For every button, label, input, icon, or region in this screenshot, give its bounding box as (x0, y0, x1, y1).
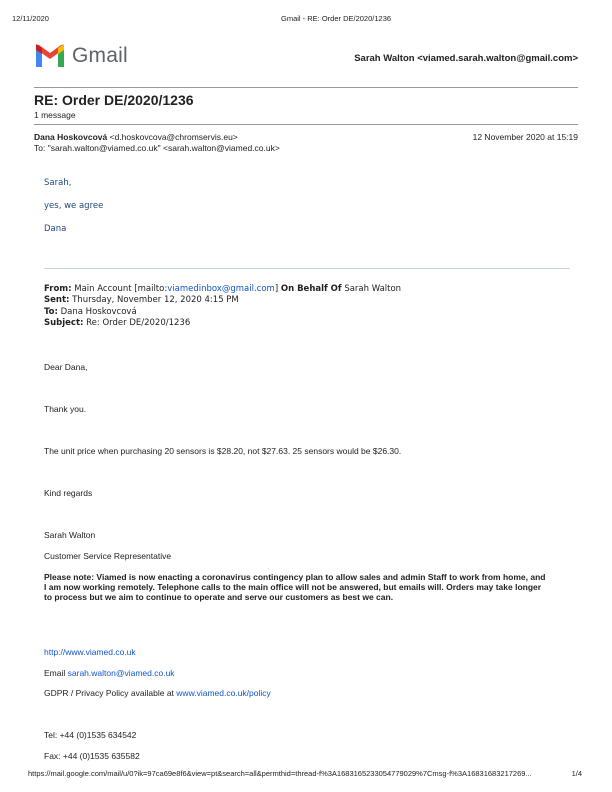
account-email: Sarah Walton <viamed.sarah.walton@gmail.com> (354, 53, 578, 64)
sender-name: Dana Hoskovcová (34, 132, 108, 142)
header-divider (34, 87, 578, 88)
print-title: Gmail - RE: Order DE/2020/1236 (281, 14, 392, 23)
sender-email: <d.hoskovcova@chromservis.eu> (109, 132, 238, 142)
signature-title: Customer Service Representative (44, 551, 172, 561)
greeting: Dear Dana, (44, 362, 88, 372)
to-label: To: (44, 307, 58, 317)
tel: Tel: +44 (0)1535 634542 (44, 730, 137, 740)
reply-line-1: Sarah, (44, 178, 72, 188)
quoted-from-link[interactable]: viamedinbox@gmail.com (167, 284, 275, 294)
to-value: Dana Hoskovcová (60, 307, 137, 317)
price-text: The unit price when purchasing 20 sensors is $28.20, not $27.63. 25 sensors would be $26.30. (44, 446, 402, 456)
quoted-sent (44, 295, 239, 305)
gmail-brand: Gmail (72, 44, 128, 67)
sent-label: Sent: (44, 295, 70, 305)
behalf-value: Sarah Walton (344, 284, 402, 294)
quoted-from-value: Main Account [mailto: (74, 284, 168, 294)
thread-subject: RE: Order DE/2020/1236 (34, 92, 194, 108)
reply-line-2: yes, we agree (44, 201, 104, 211)
signature-name: Sarah Walton (44, 530, 96, 540)
quoted-to (44, 307, 137, 317)
gdpr-text: GDPR / Privacy Policy available at (44, 688, 174, 698)
message-count: 1 message (34, 110, 76, 120)
email-link[interactable]: sarah.walton@viamed.co.uk (67, 668, 175, 678)
quoted-subject (44, 318, 190, 328)
website-link[interactable]: http://www.viamed.co.uk (44, 647, 136, 657)
print-url: https://mail.google.com/mail/u/0?ik=97ca69e8f6&view=pt&search=all&permthid=thread-f%3A1683165233054779029%7Cmsg-f%3A1683168321726​9... (28, 769, 532, 778)
subject-label: Subject: (44, 318, 84, 328)
message-date: 12 November 2020 at 15:19 (472, 132, 578, 142)
recipient: To: "sarah.walton@viamed.co.uk" <sarah.walton@viamed.co.uk> (34, 143, 280, 153)
signature-email (44, 668, 175, 678)
subject-value: Re: Order DE/2020/1236 (86, 318, 191, 328)
quoted-from-close: ] (274, 284, 279, 294)
behalf-label: On Behalf Of (280, 284, 342, 294)
reply-line-3: Dana (44, 224, 67, 234)
thanks: Thank you. (44, 404, 87, 414)
regards: Kind regards (44, 488, 93, 498)
quoted-from (44, 284, 401, 294)
gdpr-line (44, 688, 271, 698)
thread-divider (34, 124, 578, 125)
gmail-logo-icon (34, 43, 66, 69)
gdpr-link[interactable]: www.viamed.co.uk/policy (176, 688, 271, 698)
quote-divider (44, 268, 570, 269)
page-number: 1/4 (571, 769, 582, 778)
quoted-from-label: From: (44, 284, 72, 294)
print-date: 12/11/2020 (12, 14, 49, 23)
email-label: Email (44, 668, 66, 678)
sent-value: Thursday, November 12, 2020 4:15 PM (72, 295, 239, 305)
notice: Please note: Viamed is now enacting a coronavirus contingency plan to allow sales and admin Staff to work from home, and I am now working remotely. Telephone calls to the main office will not be answered, but emails will. Orders may take longer to process but we aim to continue to operate and serve our customers as best we can. (44, 572, 546, 602)
fax: Fax: +44 (0)1535 635582 (44, 751, 140, 761)
sender (34, 132, 238, 142)
